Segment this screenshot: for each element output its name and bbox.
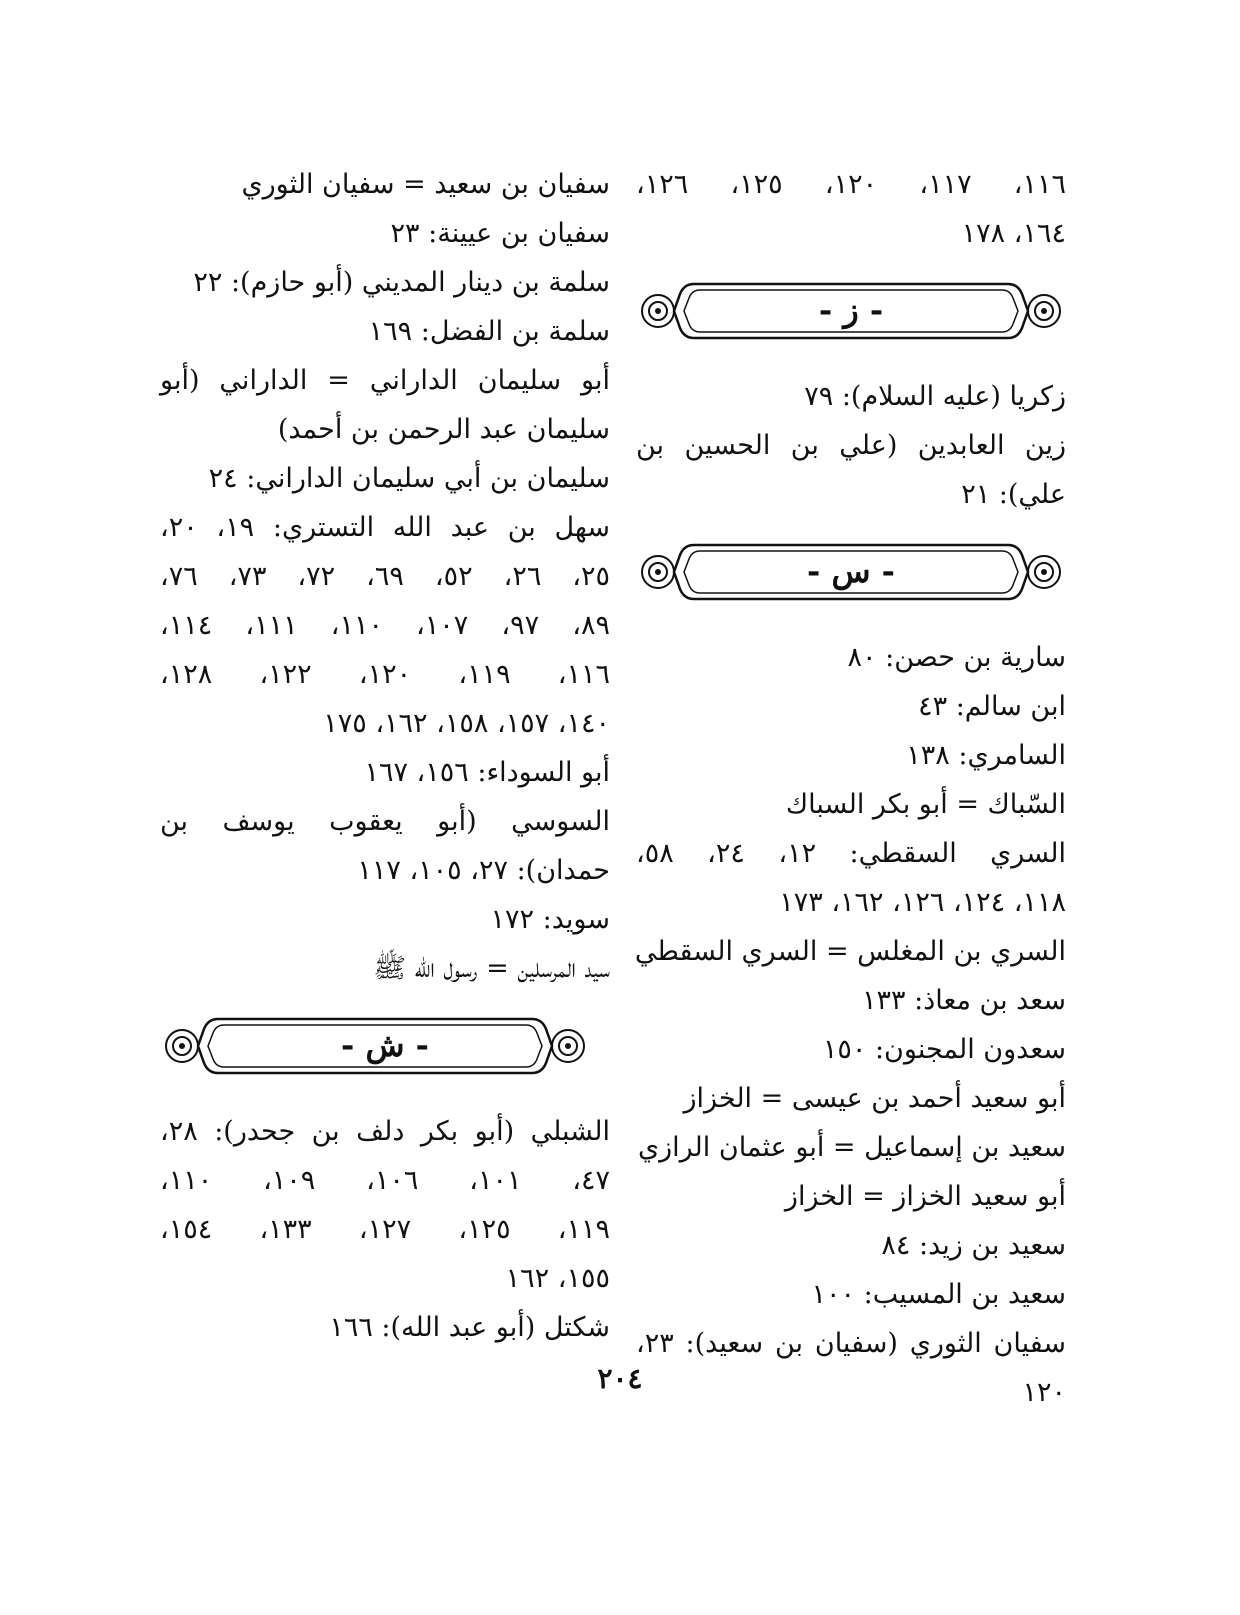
index-entry-continuation: ٤٧، ١٠١، ١٠٦، ١٠٩، ١١٠، (160, 1165, 611, 1196)
index-entry: سعيد بن إسماعيل = أبو عثمان الرازي (637, 1132, 1066, 1163)
index-entry: أبو سعيد الخزاز = الخزاز (784, 1181, 1066, 1212)
index-entry: سويد: ١٧٢ (490, 904, 610, 935)
section-heading-za (636, 276, 1066, 346)
index-entry-continuation: ١١٩، ١٢٥، ١٢٧، ١٣٣، ١٥٤، (160, 1214, 611, 1245)
index-entry-continuation: ٢٥، ٢٦، ٥٢، ٦٩، ٧٢، ٧٣، ٧٦، (160, 561, 611, 592)
index-entry: سهل بن عبد الله التستري: ١٩، ٢٠، (160, 512, 610, 543)
index-entry: شكتل (أبو عبد الله): ١٦٦ (329, 1312, 610, 1343)
index-entry: سيد المرسلين = رسول الله ﷺ (373, 953, 610, 984)
index-entry: زين العابدين (علي بن الحسين بن (636, 430, 1066, 461)
index-entry: سلمة بن الفضل: ١٦٩ (368, 316, 610, 347)
index-entry-continuation: ١١٦، ١١٩، ١٢٠، ١٢٢، ١٢٨، (160, 659, 611, 690)
index-entry-continuation: ١٥٥، ١٦٢ (505, 1263, 610, 1294)
index-entry: سفيان بن سعيد = سفيان الثوري (241, 169, 610, 200)
index-entry: سفيان بن عيينة: ٢٣ (390, 218, 610, 249)
index-entry: سفيان الثوري (سفيان بن سعيد): ٢٣، (636, 1328, 1066, 1359)
index-entry-continuation: ١٢٠ (1022, 1377, 1066, 1408)
index-entry-continuation: علي): ٢١ (961, 479, 1066, 510)
index-entry: السري بن المغلس = السري السقطي (634, 936, 1066, 967)
section-heading-shin (160, 1011, 610, 1081)
index-entry: أبو سليمان الداراني = الداراني (أبو (160, 365, 610, 396)
index-entry-continuation: حمدان): ٢٧، ١٠٥، ١١٧ (357, 855, 610, 886)
page-number: ٢٠٤ (597, 1362, 643, 1395)
index-entry: زكريا (عليه السلام): ٧٩ (804, 381, 1066, 412)
index-entry: أبو السوداء: ١٥٦، ١٦٧ (364, 757, 610, 788)
section-heading-label: - س - (807, 552, 895, 590)
index-entry: سلمة بن دينار المديني (أبو حازم): ٢٢ (193, 267, 610, 298)
index-entry-continuation: ١١٨، ١٢٤، ١٢٦، ١٦٢، ١٧٣ (779, 887, 1066, 918)
index-entry: سعدون المجنون: ١٥٠ (822, 1034, 1066, 1065)
right-column (636, 160, 1066, 1417)
index-entry: السّباك = أبو بكر السباك (785, 789, 1066, 820)
index-entry: ابن سالم: ٤٣ (918, 691, 1066, 722)
index-entry: الشبلي (أبو بكر دلف بن جحدر): ٢٨، (160, 1116, 610, 1147)
index-entry: سعيد بن المسيب: ١٠٠ (811, 1279, 1066, 1310)
section-heading-label: - ش - (341, 1026, 429, 1064)
index-entry: أبو سعيد أحمد بن عيسى = الخزاز (683, 1083, 1066, 1114)
index-entry-continuation: ١٤٠، ١٥٧، ١٥٨، ١٦٢، ١٧٥ (323, 708, 610, 739)
index-entry: السوسي (أبو يعقوب يوسف بن (160, 806, 610, 837)
index-entry: سعد بن معاذ: ١٣٣ (862, 985, 1066, 1016)
section-heading-label: - ز - (818, 291, 884, 329)
index-line: ١١٦، ١١٧، ١٢٠، ١٢٥، ١٢٦، (636, 169, 1067, 200)
index-entry: السري السقطي: ١٢، ٢٤، ٥٨، (636, 838, 1067, 869)
index-line: ١٦٤، ١٧٨ (961, 218, 1066, 249)
section-heading-sin (636, 537, 1066, 607)
index-entry-continuation: سليمان عبد الرحمن بن أحمد) (277, 414, 610, 445)
left-column (160, 160, 610, 1352)
index-entry: سعيد بن زيد: ٨٤ (881, 1230, 1066, 1261)
index-entry: السامري: ١٣٨ (906, 740, 1066, 771)
index-entry-continuation: ٨٩، ٩٧، ١٠٧، ١١٠، ١١١، ١١٤، (160, 610, 611, 641)
index-entry: سارية بن حصن: ٨٠ (847, 642, 1066, 673)
index-entry: سليمان بن أبي سليمان الداراني: ٢٤ (208, 463, 610, 494)
